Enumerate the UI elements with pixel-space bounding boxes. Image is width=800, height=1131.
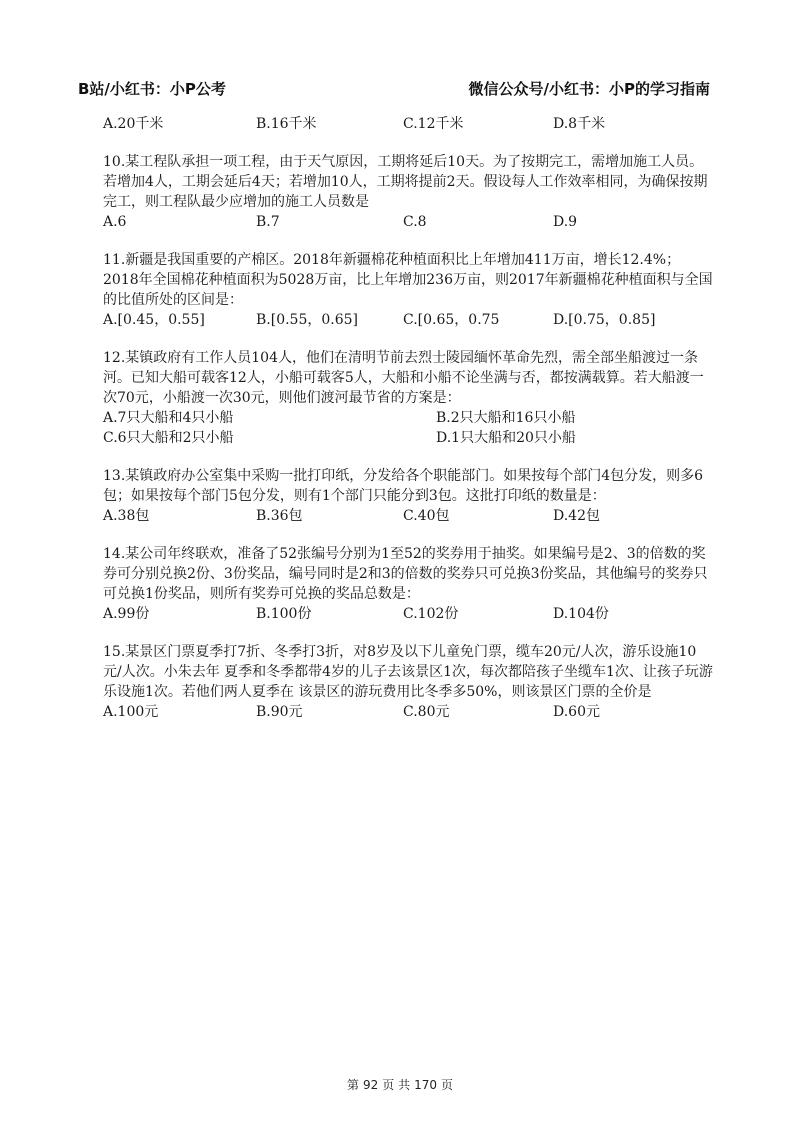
page-number: 92 xyxy=(362,1078,379,1092)
option: C.102份 xyxy=(403,606,459,622)
option: B.16千米 xyxy=(256,116,317,132)
header-right-text: 微信公众号/小红书：小P的学习指南 xyxy=(468,80,710,98)
option: D.9 xyxy=(553,214,578,230)
option: B.2只大船和16只小船 xyxy=(436,410,576,426)
option: A.99份 xyxy=(103,606,150,622)
option: D.1只大船和20只小船 xyxy=(436,430,576,446)
option: A.6 xyxy=(103,214,127,230)
option: B.90元 xyxy=(256,704,303,720)
option: A.20千米 xyxy=(103,116,164,132)
option: C.8 xyxy=(403,214,427,230)
option: D.104份 xyxy=(553,606,609,622)
option: A.[0.45，0.55] xyxy=(103,312,205,328)
option: D.8千米 xyxy=(553,116,606,132)
option: D.60元 xyxy=(553,704,600,720)
option: B.7 xyxy=(256,214,280,230)
question-stem: 13.某镇政府办公室集中采购一批打印纸，分发给各个职能部门。如果按每个部门4包分发，则多6包；如果按每个部门5包分发，则有1个部门只能分到3包。这批打印纸的数量是： xyxy=(103,468,704,504)
option: A.7只大船和4只小船 xyxy=(103,410,234,426)
option: D.42包 xyxy=(553,508,600,524)
page-header xyxy=(78,78,710,100)
prev-question-options xyxy=(103,114,713,134)
question-15 xyxy=(103,642,713,722)
option: B.36包 xyxy=(256,508,303,524)
total-pages: 170 xyxy=(414,1078,437,1092)
question-stem: 15.某景区门票夏季打7折、冬季打3折，对8岁及以下儿童免门票，缆车20元/人次，游乐设施10元/人次。小朱去年 夏季和冬季都带4岁的儿子去该景区1次，每次都陪孩子坐缆车1次、让孩子玩游乐设施1次。若他们两人夏季在 该景区的游玩费用比冬季多50%，则该景区门票的全价是 xyxy=(103,644,713,700)
option: C.40包 xyxy=(403,508,450,524)
option: C.6只大船和2只小船 xyxy=(103,430,234,446)
footer-suffix: 页 xyxy=(441,1078,454,1092)
question-11 xyxy=(103,250,713,330)
option: C.[0.65，0.75 xyxy=(403,312,500,328)
question-13 xyxy=(103,466,713,526)
footer-prefix: 第 xyxy=(346,1078,359,1092)
footer-middle: 页 共 xyxy=(382,1078,411,1092)
question-10 xyxy=(103,152,713,232)
option: A.100元 xyxy=(103,704,159,720)
page-footer xyxy=(0,1076,800,1093)
question-stem: 11.新疆是我国重要的产棉区。2018年新疆棉花种植面积比上年增加411万亩，增长12.4%；2018年全国棉花种植面积为5028万亩，比上年增加236万亩，则2017年新疆棉花种植面积与全国的比值所处的区间是： xyxy=(103,252,713,308)
option: C.12千米 xyxy=(403,116,464,132)
question-stem: 14.某公司年终联欢，准备了52张编号分别为1至52的奖券用于抽奖。如果编号是2、3的倍数的奖券可分别兑换2份、3份奖品，编号同时是2和3的倍数的奖券只可兑换3份奖品，其他编号的奖券只可兑换1份奖品，则所有奖券可兑换的奖品总数是： xyxy=(103,546,708,602)
question-stem: 12.某镇政府有工作人员104人，他们在清明节前去烈士陵园缅怀革命先烈，需全部坐船渡过一条河。已知大船可载客12人，小船可载客5人，大船和小船不论坐满与否，都按满载算。若大船渡一次70元，小船渡一次30元，则他们渡河最节省的方案是： xyxy=(103,350,704,406)
question-content xyxy=(103,114,713,740)
header-left-text: B站/小红书：小P公考 xyxy=(78,80,226,98)
option: B.[0.55，0.65] xyxy=(256,312,359,328)
option: C.80元 xyxy=(403,704,450,720)
option: A.38包 xyxy=(103,508,150,524)
question-stem: 10.某工程队承担一项工程，由于天气原因，工期将延后10天。为了按期完工，需增加施工人员。若增加4人，工期会延后4天；若增加10人，工期将提前2天。假设每人工作效率相同，为确保按期完工，则工程队最少应增加的施工人员数是 xyxy=(103,154,708,210)
option: D.[0.75，0.85] xyxy=(553,312,656,328)
question-14 xyxy=(103,544,713,624)
option: B.100份 xyxy=(256,606,312,622)
question-12 xyxy=(103,348,713,448)
